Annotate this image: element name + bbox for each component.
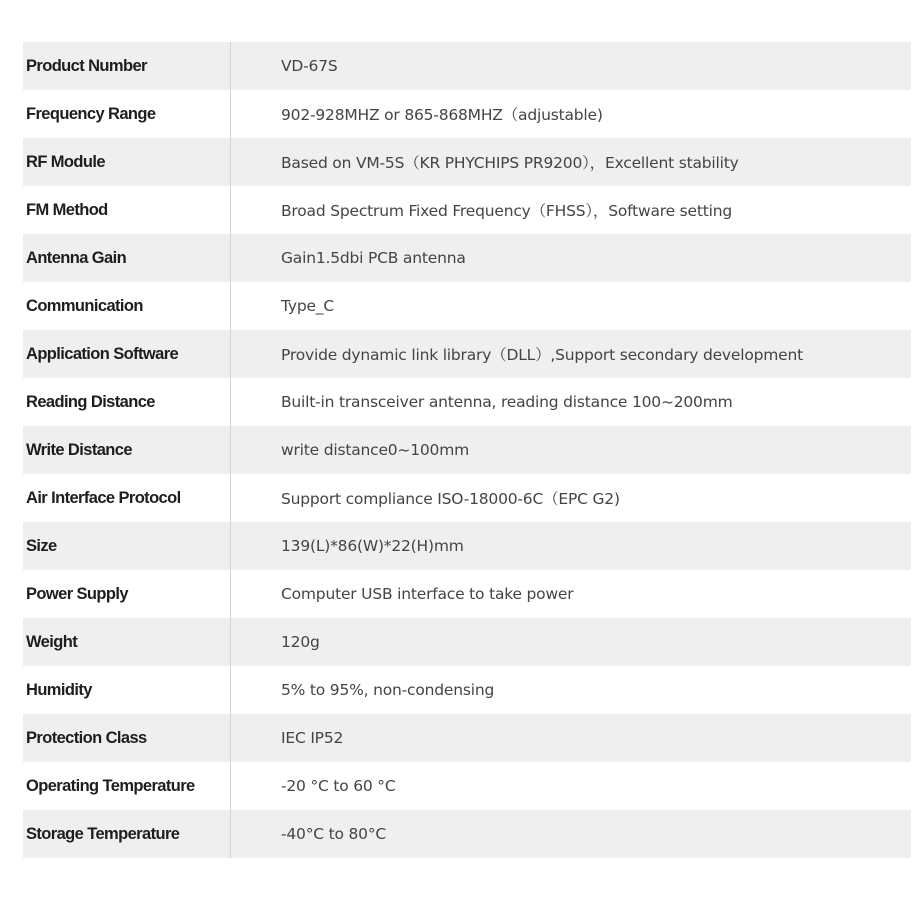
table-row <box>23 186 911 234</box>
spec-value-frequency-range: 902-928MHZ or 865-868MHZ（adjustable) <box>231 90 912 138</box>
spec-label-antenna-gain: Antenna Gain <box>23 234 231 282</box>
table-row <box>23 474 911 522</box>
table-row <box>23 90 911 138</box>
spec-label-frequency-range: Frequency Range <box>23 90 231 138</box>
spec-value-reading-distance: Built-in transceiver antenna, reading distance 100~200mm <box>231 378 912 426</box>
spec-table <box>23 42 911 858</box>
spec-value-antenna-gain: Gain1.5dbi PCB antenna <box>231 234 912 282</box>
table-row <box>23 378 911 426</box>
spec-value-humidity: 5% to 95%, non-condensing <box>231 666 912 714</box>
spec-label-application-software: Application Software <box>23 330 231 378</box>
spec-value-weight: 120g <box>231 618 912 666</box>
spec-label-air-interface-protocol: Air Interface Protocol <box>23 474 231 522</box>
table-row <box>23 426 911 474</box>
spec-value-protection-class: IEC IP52 <box>231 714 912 762</box>
spec-label-product-number: Product Number <box>23 42 231 90</box>
table-row <box>23 138 911 186</box>
table-row <box>23 42 911 90</box>
spec-label-weight: Weight <box>23 618 231 666</box>
spec-label-reading-distance: Reading Distance <box>23 378 231 426</box>
table-row <box>23 234 911 282</box>
spec-label-rf-module: RF Module <box>23 138 231 186</box>
spec-label-humidity: Humidity <box>23 666 231 714</box>
spec-label-fm-method: FM Method <box>23 186 231 234</box>
table-row <box>23 570 911 618</box>
spec-value-product-number: VD-67S <box>231 42 912 90</box>
spec-label-communication: Communication <box>23 282 231 330</box>
spec-label-operating-temperature: Operating Temperature <box>23 762 231 810</box>
spec-value-storage-temperature: -40°C to 80°C <box>231 810 912 858</box>
spec-value-application-software: Provide dynamic link library（DLL）,Support secondary development <box>231 330 912 378</box>
table-row <box>23 762 911 810</box>
spec-value-air-interface-protocol: Support compliance ISO-18000-6C（EPC G2) <box>231 474 912 522</box>
table-row <box>23 282 911 330</box>
table-row <box>23 714 911 762</box>
spec-label-write-distance: Write Distance <box>23 426 231 474</box>
table-row <box>23 618 911 666</box>
table-row <box>23 522 911 570</box>
spec-value-power-supply: Computer USB interface to take power <box>231 570 912 618</box>
spec-value-size: 139(L)*86(W)*22(H)mm <box>231 522 912 570</box>
spec-label-size: Size <box>23 522 231 570</box>
table-row <box>23 810 911 858</box>
spec-table-body <box>23 42 911 858</box>
table-row <box>23 666 911 714</box>
spec-value-operating-temperature: -20 °C to 60 °C <box>231 762 912 810</box>
spec-value-rf-module: Based on VM-5S（KR PHYCHIPS PR9200），Excellent stability <box>231 138 912 186</box>
spec-label-power-supply: Power Supply <box>23 570 231 618</box>
spec-value-fm-method: Broad Spectrum Fixed Frequency（FHSS），Software setting <box>231 186 912 234</box>
spec-label-storage-temperature: Storage Temperature <box>23 810 231 858</box>
spec-label-protection-class: Protection Class <box>23 714 231 762</box>
spec-value-communication: Type_C <box>231 282 912 330</box>
spec-value-write-distance: write distance0~100mm <box>231 426 912 474</box>
table-row <box>23 330 911 378</box>
